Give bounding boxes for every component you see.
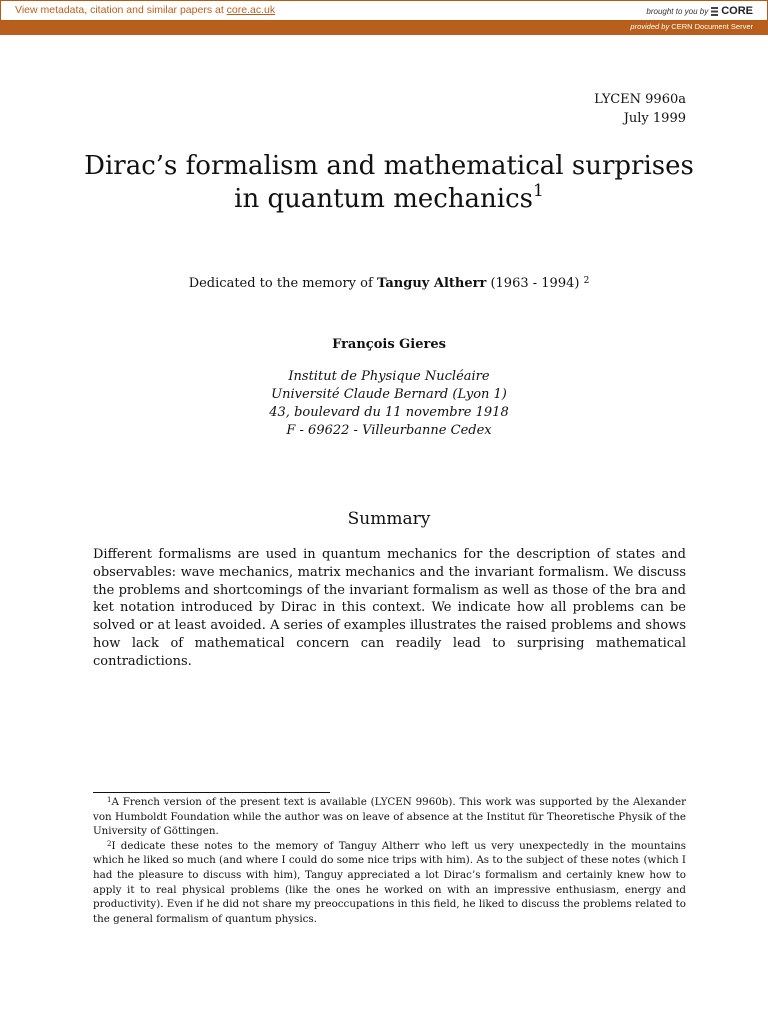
title-footnote-mark: 1	[533, 181, 544, 201]
footnote-rule	[93, 792, 330, 793]
brought-to-you[interactable]	[646, 5, 753, 17]
report-number: LYCEN 9960a	[594, 92, 686, 107]
dedication-footnote-mark: 2	[583, 276, 590, 286]
report-info	[594, 90, 686, 128]
core-logo-icon	[710, 6, 719, 17]
affiliation-line-2: Université Claude Bernard (Lyon 1)	[271, 387, 507, 402]
core-metadata-text	[15, 4, 275, 16]
core-banner-top	[0, 0, 768, 21]
footnote-1-text: A French version of the present text is available (LYCEN 9960b). This work was supported by the Alexander von Humboldt Foundation while the author was on leave of absence at the Institut für Theoretische Physik of the University of Göttingen.	[93, 796, 686, 838]
footnote-2	[93, 839, 686, 927]
affiliation	[0, 368, 768, 440]
affiliation-line-3: 43, boulevard du 11 novembre 1918	[269, 405, 509, 420]
title-line-1: Dirac’s formalism and mathematical surprises	[84, 151, 694, 181]
brought-by-text: brought to you by	[646, 6, 709, 16]
core-metadata-prefix: View metadata, citation and similar papers at	[15, 4, 227, 16]
footnote-2-mark: 2	[107, 839, 112, 848]
paper-title	[0, 150, 768, 216]
footnote-1	[93, 795, 686, 839]
footnote-1-mark: 1	[107, 796, 112, 804]
title-line-2	[0, 183, 768, 216]
author-name: François Gieres	[332, 337, 446, 352]
footnotes	[93, 795, 686, 926]
report-date: July 1999	[623, 111, 686, 126]
summary-text: Different formalisms are used in quantum mechanics for the description of states and observables: wave mechanics, matrix mechanics and the invariant formalism. We discuss the problems and shortcomings of the invariant formalism as well as those of the bra and ket notation introduced by Dirac in this context. We indicate how all problems can be solved or at least avoided. A series of examples illustrates the raised problems and shows how lack of mathematical concern can readily lead to surprising mathematical contradictions.	[93, 547, 686, 669]
core-banner-strip	[0, 21, 768, 35]
dedication-years: (1963 - 1994)	[486, 276, 584, 291]
core-banner	[0, 0, 768, 35]
title-line-2-text: in quantum mechanics	[234, 184, 534, 214]
summary-heading: Summary	[347, 509, 431, 529]
dedication	[0, 276, 768, 291]
dedication-prefix: Dedicated to the memory of	[188, 276, 377, 291]
dedication-name: Tanguy Altherr	[376, 276, 487, 291]
affiliation-line-1: Institut de Physique Nucléaire	[288, 369, 490, 384]
core-logo-text: CORE	[721, 5, 753, 17]
provided-by	[630, 22, 753, 31]
footnote-2-text: I dedicate these notes to the memory of Tanguy Altherr who left us very unexpectedly in the mountains which he liked so much (and where I could do some nice trips with him). As to the subject of these notes (which I had the pleasure to discuss with him), Tanguy appreciated a lot Dirac’s formalism and certainly knew how to apply it to real physical problems (like the ones he worked on with an impressive enthusiasm, energy and productivity). Even if he did not share my preoccupations in this field, he liked to discuss the problems related to the general formalism of quantum physics.	[93, 839, 686, 925]
core-logo	[710, 5, 753, 17]
provided-by-source: CERN Document Server	[671, 22, 753, 31]
provided-by-label: provided by	[630, 22, 670, 31]
affiliation-line-4: F - 69622 - Villeurbanne Cedex	[286, 423, 492, 438]
core-link[interactable]: core.ac.uk	[226, 4, 276, 16]
